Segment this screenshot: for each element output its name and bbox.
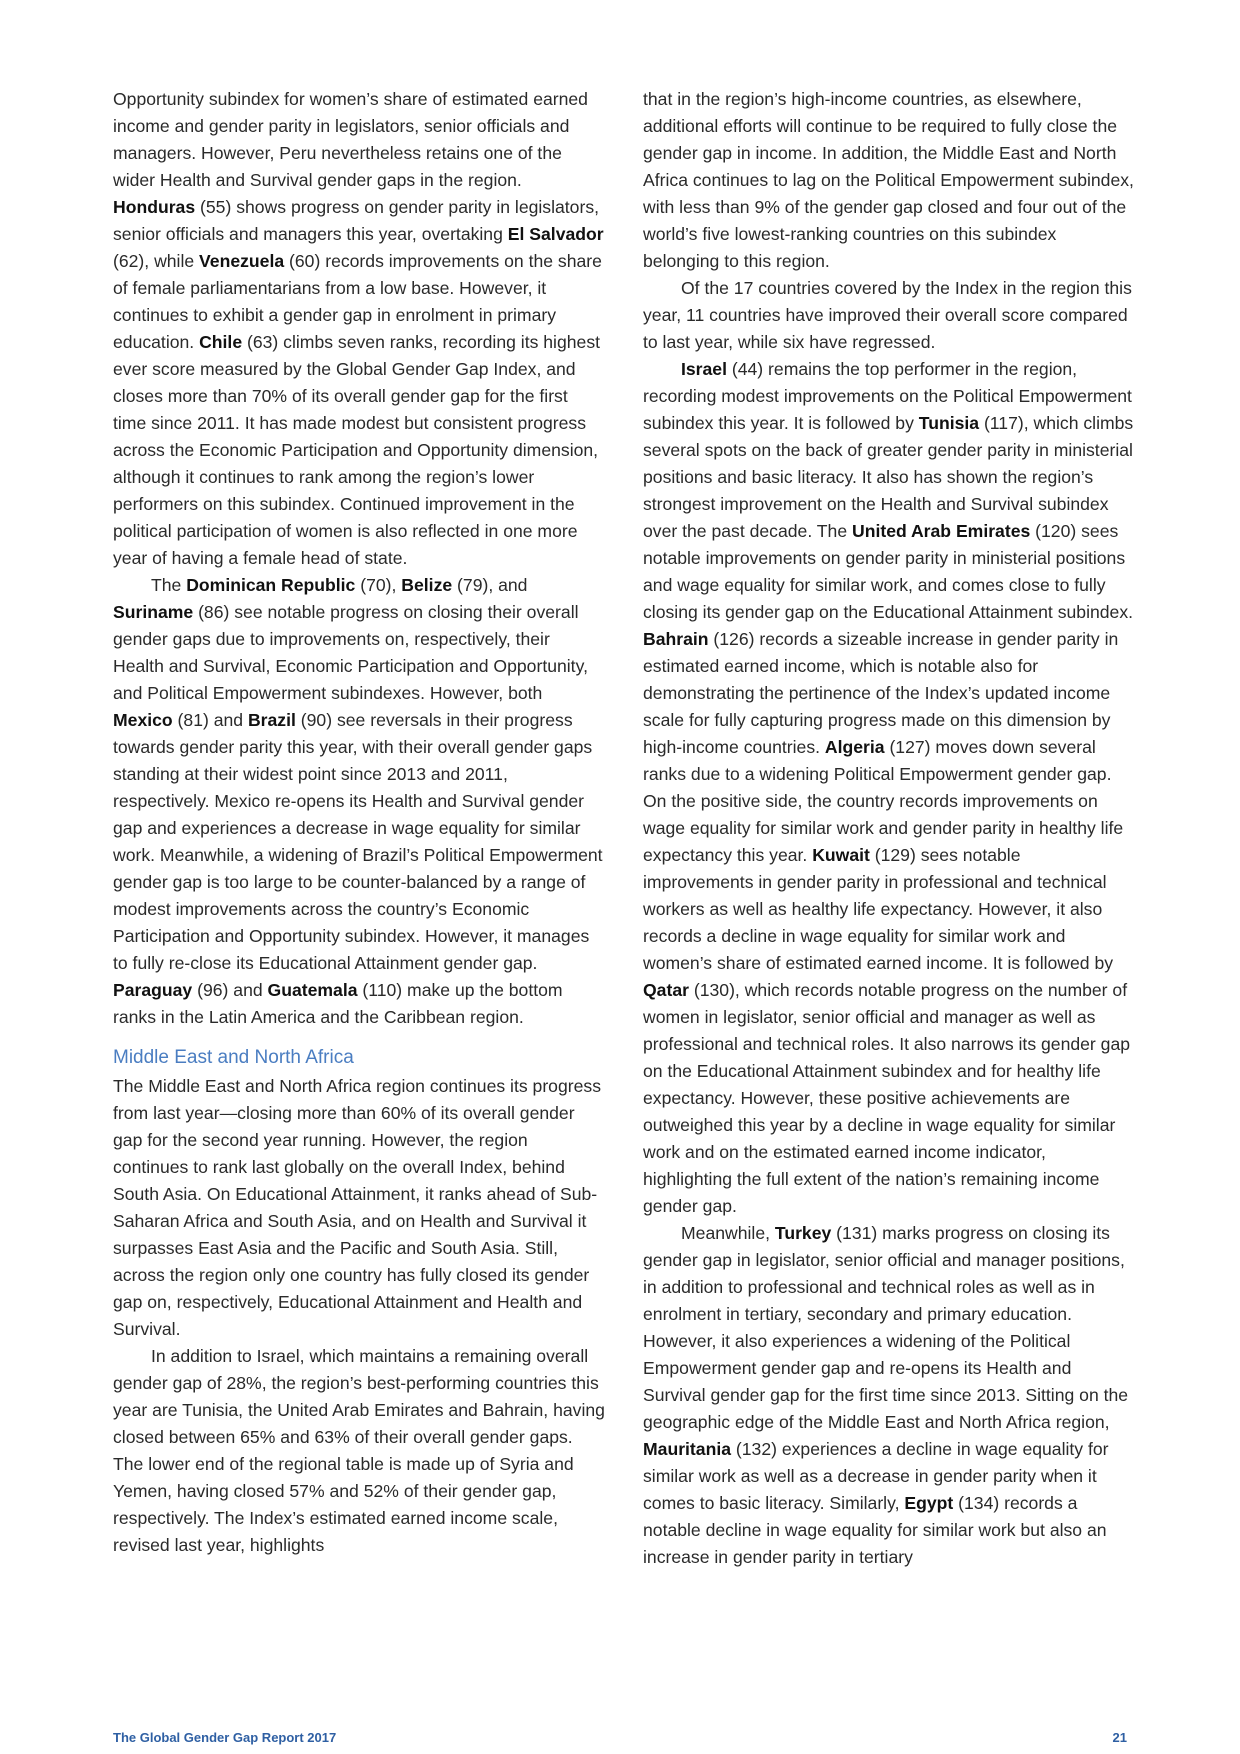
country-name: Honduras <box>113 197 196 217</box>
country-name: Chile <box>199 332 243 352</box>
country-name: Paraguay <box>113 980 193 1000</box>
country-name: Mauritania <box>643 1439 731 1459</box>
left-column <box>113 86 605 1559</box>
country-name: Venezuela <box>199 251 285 271</box>
country-name: Israel <box>681 359 727 379</box>
country-name: Kuwait <box>812 845 870 865</box>
section-heading: Middle East and North Africa <box>113 1047 354 1068</box>
paragraph: Opportunity subindex for women’s share of estimated earned income and gender parity in legislators, senior officials and managers. However, Peru nevertheless retains one of the wider Health and Survival gender gaps in the region. Honduras (55) shows progress on gender parity in legislators, senior officials and managers this year, overtaking El Salvador (62), while Venezuela (60) records improvements on the share of female parliamentarians from a low base. However, it continues to exhibit a gender gap in enrolment in primary education. Chile (63) climbs seven ranks, recording its highest ever score measured by the Global Gender Gap Index, and closes more than 70% of its overall gender gap for the first time since 2011. It has made modest but consistent progress across the Economic Participation and Opportunity dimension, although it continues to rank among the region’s lower performers on this subindex. Continued improvement in the political participation of women is also reflected in one more year of having a female head of state. <box>113 89 604 568</box>
paragraph: The Middle East and North Africa region continues its progress from last year—closing more than 60% of its overall gender gap for the second year running. However, the region continues to rank last globally on the overall Index, behind South Asia. On Educational Attainment, it ranks ahead of Sub-Saharan Africa and South Asia, and on Health and Survival it surpasses East Asia and the Pacific and South Asia. Still, across the region only one country has fully closed its gender gap on, respectively, Educational Attainment and Health and Survival. <box>113 1076 601 1339</box>
country-name: Suriname <box>113 602 194 622</box>
country-name: Qatar <box>643 980 689 1000</box>
country-name: Turkey <box>774 1223 832 1243</box>
paragraph: Meanwhile, Turkey (131) marks progress on closing its gender gap in legislator, senior official and manager positions, in addition to professional and technical roles as well as in enrolment in tertiary, secondary and primary education. However, it also experiences a widening of the Political Empowerment gender gap and re-opens its Health and Survival gender gap for the first time since 2013. Sitting on the geographic edge of the Middle East and North Africa region, Mauritania (132) experiences a decline in wage equality for similar work as well as a decrease in gender parity when it comes to basic literacy. Similarly, Egypt (134) records a notable decline in wage equality for similar work but also an increase in gender parity in tertiary <box>643 1223 1129 1567</box>
paragraph: The Dominican Republic (70), Belize (79), and Suriname (86) see notable progress on closing their overall gender gaps due to improvements on, respectively, their Health and Survival, Economic Participation and Opportunity, and Political Empowerment subindexes. However, both Mexico (81) and Brazil (90) see reversals in their progress towards gender parity this year, with their overall gender gaps standing at their widest point since 2013 and 2011, respectively. Mexico re-opens its Health and Survival gender gap and experiences a decrease in wage equality for similar work. Meanwhile, a widening of Brazil’s Political Empowerment gender gap is too large to be counter-balanced by a range of modest improvements across the country’s Economic Participation and Opportunity subindex. However, it manages to fully re-close its Educational Attainment gender gap. Paraguay (96) and Guatemala (110) make up the bottom ranks in the Latin America and the Caribbean region. <box>113 575 603 1027</box>
right-column <box>643 86 1135 1571</box>
paragraph: In addition to Israel, which maintains a remaining overall gender gap of 28%, the region’s best-performing countries this year are Tunisia, the United Arab Emirates and Bahrain, having closed between 65% and 63% of their overall gender gaps. The lower end of the regional table is made up of Syria and Yemen, having closed 57% and 52% of their gender gap, respectively. The Index’s estimated earned income scale, revised last year, highlights <box>113 1346 605 1555</box>
country-name: Mexico <box>113 710 173 730</box>
country-name: El Salvador <box>507 224 604 244</box>
country-name: Belize <box>401 575 453 595</box>
country-name: Egypt <box>904 1493 954 1513</box>
country-name: United Arab Emirates <box>852 521 1031 541</box>
country-name: Dominican Republic <box>186 575 356 595</box>
country-name: Bahrain <box>643 629 709 649</box>
country-name: Guatemala <box>267 980 358 1000</box>
country-name: Brazil <box>247 710 296 730</box>
country-name: Algeria <box>824 737 885 757</box>
paragraph: Of the 17 countries covered by the Index in the region this year, 11 countries have improved their overall score compared to last year, while six have regressed. <box>643 278 1132 352</box>
footer-report-title: The Global Gender Gap Report 2017 <box>113 1730 337 1745</box>
paragraph: that in the region’s high-income countries, as elsewhere, additional efforts will continue to be required to fully close the gender gap in income. In addition, the Middle East and North Africa continues to lag on the Political Empowerment subindex, with less than 9% of the gender gap closed and four out of the world’s five lowest-ranking countries on this subindex belonging to this region. <box>643 89 1134 271</box>
paragraph: Israel (44) remains the top performer in the region, recording modest improvements on the Political Empowerment subindex this year. It is followed by Tunisia (117), which climbs several spots on the back of greater gender parity in ministerial positions and basic literacy. It also has shown the region’s strongest improvement on the Health and Survival subindex over the past decade. The United Arab Emirates (120) sees notable improvements on gender parity in ministerial positions and wage equality for similar work, and comes close to fully closing its gender gap on the Educational Attainment subindex. Bahrain (126) records a sizeable increase in gender parity in estimated earned income, which is notable also for demonstrating the pertinence of the Index’s updated income scale for fully capturing progress made on this dimension by high-income countries. Algeria (127) moves down several ranks due to a widening Political Empowerment gender gap. On the positive side, the country records improvements on wage equality for similar work and gender parity in healthy life expectancy this year. Kuwait (129) sees notable improvements in gender parity in professional and technical workers as well as healthy life expectancy. However, it also records a decline in wage equality for similar work and women’s share of estimated earned income. It is followed by Qatar (130), which records notable progress on the number of women in legislator, senior official and manager as well as professional and technical roles. It also narrows its gender gap on the Educational Attainment subindex and for healthy life expectancy. However, these positive achievements are outweighed this year by a decline in wage equality for similar work and on the estimated earned income indicator, highlighting the full extent of the nation’s remaining income gender gap. <box>643 359 1134 1216</box>
country-name: Tunisia <box>918 413 980 433</box>
footer-page-number: 21 <box>1112 1730 1127 1745</box>
